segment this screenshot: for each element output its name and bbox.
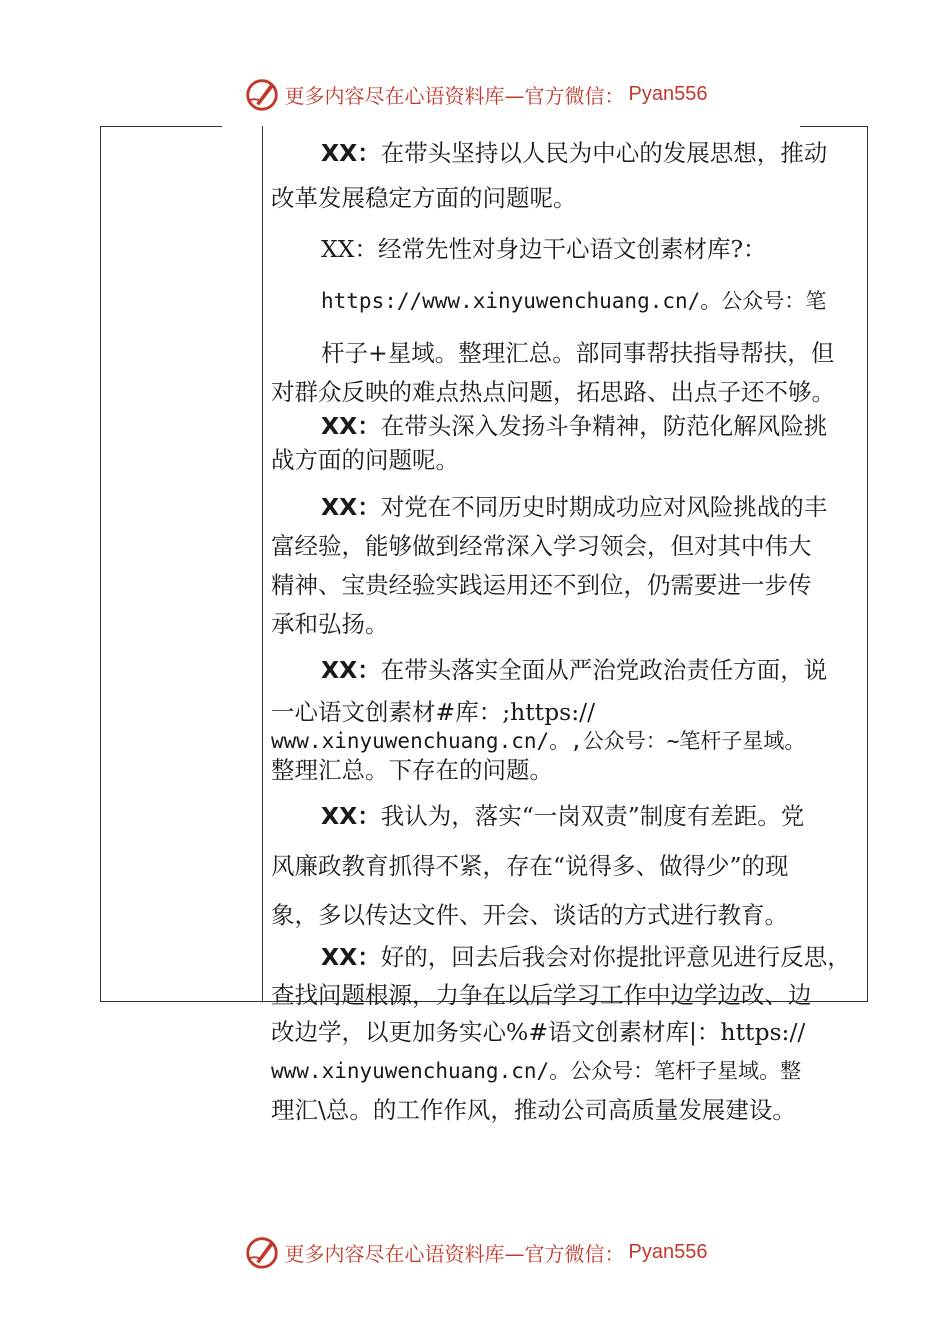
text-line: 风廉政教育抓得不紧，存在“说得多、做得少”的现 bbox=[271, 852, 789, 880]
table-border-right bbox=[867, 126, 868, 1002]
quill-logo-icon bbox=[243, 75, 281, 113]
text-line: 精神、宝贵经验实践运用还不到位，仍需要进一步传 bbox=[271, 571, 812, 599]
text-line: https://www.xinyuwenchuang.cn/。公众号：笔 bbox=[321, 289, 827, 313]
text-line: 查找问题根源，力争在以后学习工作中边学边改、边 bbox=[271, 981, 812, 1009]
text-line: 富经验，能够做到经常深入学习领会，但对其中伟大 bbox=[271, 532, 812, 560]
table-border-divider bbox=[262, 126, 263, 1002]
banner-text: 更多内容尽在心语资料库—官方微信： bbox=[284, 83, 625, 108]
text-line: 象，多以传达文件、开会、谈话的方式进行教育。 bbox=[271, 901, 788, 929]
text-line: XX：在带头深入发扬斗争精神，防范化解风险挑 bbox=[321, 412, 828, 440]
text-line: 一心语文创素材#库：;https:// bbox=[271, 698, 595, 726]
text-line: 整理汇总。下存在的问题。 bbox=[271, 756, 553, 784]
text-line: XX：好的，回去后我会对你提批评意见进行反思， bbox=[321, 943, 851, 971]
text-line: XX：在带头坚持以人民为中心的发展思想，推动 bbox=[321, 139, 828, 167]
text-line: 杆子+星域。整理汇总。部同事帮扶指导帮扶，但 bbox=[321, 339, 835, 367]
text-line: XX：在带头落实全面从严治党政治责任方面，说 bbox=[321, 656, 828, 684]
text-line: XX：经常先性对身边干心语文创素材库?： bbox=[321, 235, 767, 263]
table-border-top-left bbox=[100, 126, 222, 127]
table-border-left bbox=[100, 126, 101, 1002]
footer-watermark bbox=[0, 1230, 950, 1274]
text-line: 战方面的问题呢。 bbox=[271, 446, 459, 474]
text-line: XX：对党在不同历史时期成功应对风险挑战的丰 bbox=[321, 493, 828, 521]
banner-text: 更多内容尽在心语资料库—官方微信： bbox=[284, 1241, 625, 1266]
text-line: XX：我认为，落实“一岗双责”制度有差距。党 bbox=[321, 802, 805, 830]
text-line: 对群众反映的难点热点问题，拓思路、出点子还不够。 bbox=[271, 378, 835, 406]
text-line: 改革发展稳定方面的问题呢。 bbox=[271, 184, 577, 212]
header-watermark bbox=[0, 72, 950, 116]
text-line: 改边学，以更加务实心%#语文创素材库|：https:// bbox=[271, 1018, 806, 1046]
wechat-id: Pyan556 bbox=[628, 1240, 708, 1263]
text-line: www.xinyuwenchuang.cn/。公众号：笔杆子星域。整 bbox=[271, 1059, 802, 1083]
wechat-id: Pyan556 bbox=[628, 82, 708, 105]
table-border-top-right bbox=[800, 126, 868, 127]
text-line: www.xinyuwenchuang.cn/。,公众号：~笔杆子星域。 bbox=[271, 729, 806, 753]
text-line: 理汇\总。的工作作风，推动公司高质量发展建设。 bbox=[271, 1096, 796, 1124]
text-line: 承和弘扬。 bbox=[271, 610, 389, 638]
quill-logo-icon bbox=[243, 1233, 281, 1271]
